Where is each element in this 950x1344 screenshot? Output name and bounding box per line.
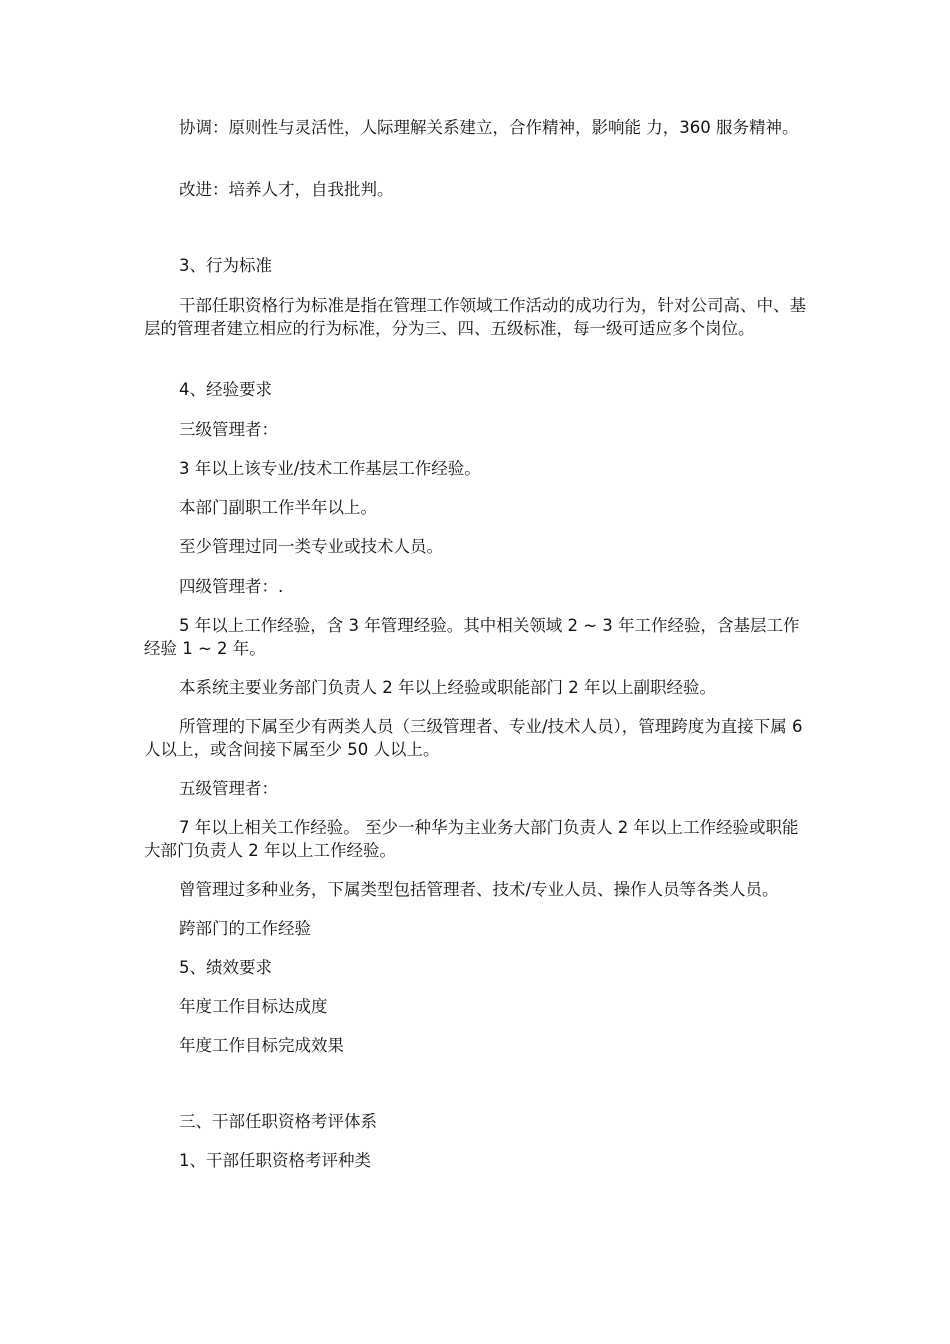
heading-behavior-standard: 3、行为标准 <box>179 256 272 275</box>
list-item: 跨部门的工作经验 <box>179 919 311 938</box>
heading-level-three-manager: 三级管理者： <box>179 420 278 439</box>
list-item: 年度工作目标完成效果 <box>179 1036 344 1055</box>
heading-level-five-manager: 五级管理者： <box>179 779 278 798</box>
heading-performance-requirements: 5、绩效要求 <box>179 958 272 977</box>
list-item: 所管理的下属至少有两类人员（三级管理者、专业/技术人员），管理跨度为直接下属 6 人以上，或含间接下属至少 50 人以上。 <box>144 717 803 759</box>
paragraph-improvement: 改进：培养人才，自我批判。 <box>179 180 394 199</box>
list-item: 5 年以上工作经验，含 3 年管理经验。其中相关领域 2 ~ 3 年工作经验，含基层工作经验 1 ~ 2 年。 <box>144 616 800 658</box>
list-item: 至少管理过同一类专业或技术人员。 <box>179 537 443 556</box>
list-item: 7 年以上相关工作经验。 至少一种华为主业务大部门负责人 2 年以上工作经验或职能大部门负责人 2 年以上工作经验。 <box>144 818 799 860</box>
section-heading-evaluation-system: 三、干部任职资格考评体系 <box>179 1112 377 1131</box>
heading-evaluation-types: 1、干部任职资格考评种类 <box>179 1151 371 1170</box>
list-item: 年度工作目标达成度 <box>179 997 328 1016</box>
list-item: 本部门副职工作半年以上。 <box>179 498 377 517</box>
heading-level-four-manager: 四级管理者：. <box>179 577 284 596</box>
paragraph-coordination: 协调：原则性与灵活性，人际理解关系建立，合作精神，影响能 力，360 服务精神。 <box>179 118 799 137</box>
heading-experience-requirements: 4、经验要求 <box>179 380 272 399</box>
paragraph-behavior-standard: 干部任职资格行为标准是指在管理工作领域工作活动的成功行为，针对公司高、中、基层的管理者建立相应的行为标准，分为三、四、五级标准，每一级可适应多个岗位。 <box>144 296 806 338</box>
list-item: 3 年以上该专业/技术工作基层工作经验。 <box>179 459 481 478</box>
list-item: 曾管理过多种业务，下属类型包括管理者、技术/专业人员、操作人员等各类人员。 <box>179 880 779 899</box>
list-item: 本系统主要业务部门负责人 2 年以上经验或职能部门 2 年以上副职经验。 <box>179 678 716 697</box>
